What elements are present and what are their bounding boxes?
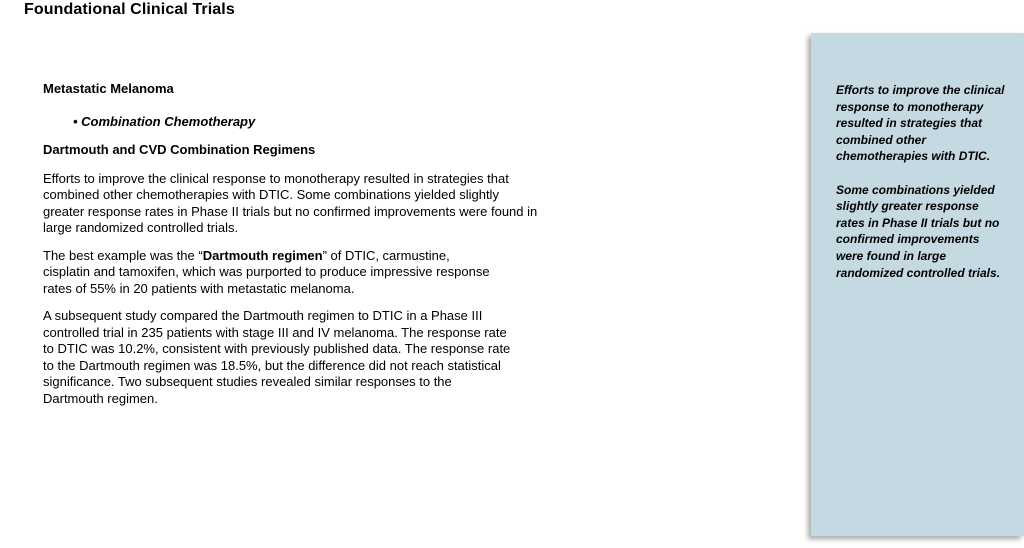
page-title: Foundational Clinical Trials (24, 1, 235, 18)
sidebar-paragraph-1: Efforts to improve the clinical response to monotherapy resulted in strategies that combined other chemotherapies with DTIC. (836, 83, 1005, 164)
sidebar-paragraph-2: Some combinations yielded slightly greater response rates in Phase II trials but no confirmed improvements were found in large randomized controlled trials. (836, 182, 1001, 280)
sub-heading: Dartmouth and CVD Combination Regimens (43, 142, 316, 157)
dartmouth-regimen-emphasis: Dartmouth regimen (202, 247, 323, 263)
sidebar-callout (811, 33, 1024, 536)
paragraph-2-end: ” of DTIC, carmustine, cisplatin and tamoxifen, which was purported to produce impressive response rates of 55% in 20 patients with metastatic melanoma. (43, 247, 490, 296)
paragraph-2 (43, 248, 493, 298)
bullet-item: • Combination Chemotherapy (73, 113, 256, 129)
paragraph-3: A subsequent study compared the Dartmouth regimen to DTIC in a Phase III controlled trial in 235 patients with stage III and IV melanoma. The response rate to DTIC was 10.2%, consistent with previously published data. The response rate to the Dartmouth regimen was 18.5%, but the difference did not reach statistical significance. Two subsequent studies revealed similar responses to the Dartmouth regimen. (43, 308, 511, 406)
section-heading: Metastatic Melanoma (43, 81, 174, 96)
paragraph-2-start: The best example was the “ (43, 247, 203, 263)
paragraph-1: Efforts to improve the clinical response to monotherapy resulted in strategies that combined other chemotherapies with DTIC. Some combinations yielded slightly greater response rates in Phase II trials but no confirmed improvements were found in large randomized controlled trials. (43, 170, 538, 235)
sidebar-text (836, 82, 1008, 298)
main-content (43, 81, 563, 418)
